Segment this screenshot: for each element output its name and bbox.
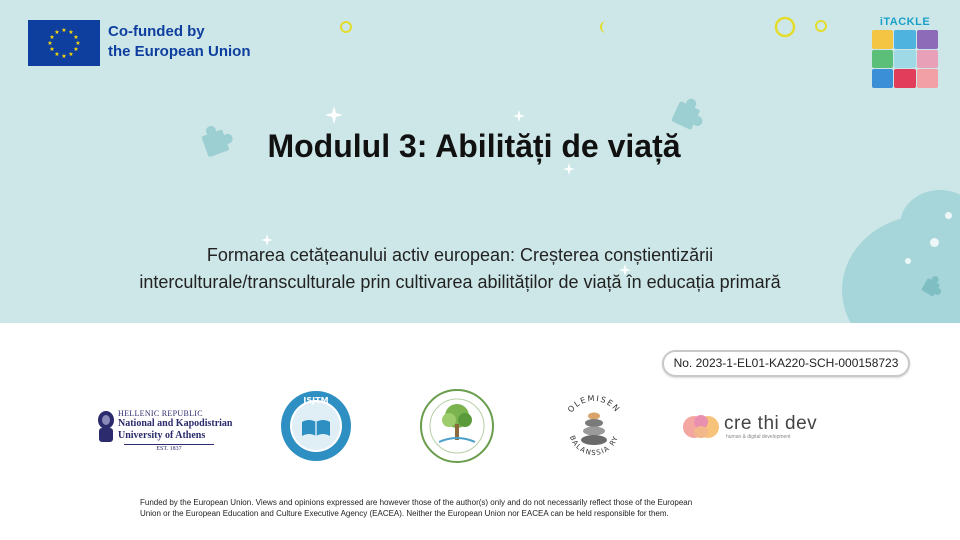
decor-moon-icon [600,20,610,34]
olemisen-top-text: OLEMISEN [565,393,623,415]
svg-text:★: ★ [73,46,79,53]
footer-disclaimer [140,497,820,519]
uoa-line4: EST. 1837 [124,444,214,452]
decor-dot [905,258,911,264]
footer-line1: Funded by the European Union. Views and opinions expressed are however those of the author(s) only and do not necessarily reflect those of the European [140,498,693,507]
brain-icon [682,412,720,442]
decor-ring-icon [814,19,828,33]
sparkle-icon [513,110,525,122]
footer-line2: Union or the European Education and Culture Executive Agency (EACEA). Neither the European Union nor EACEA can be held responsible for them. [140,509,669,518]
svg-text:★: ★ [54,29,60,36]
olemisen-balanssia-logo [557,390,631,464]
project-number-badge: No. 2023-1-EL01-KA220-SCH-000158723 [662,350,910,377]
svg-text:★: ★ [73,34,79,41]
eu-cofunded-label [108,22,251,62]
svg-text:★: ★ [61,53,67,60]
decor-dot [930,238,939,247]
svg-text:★: ★ [54,51,60,58]
svg-text:★: ★ [47,40,53,47]
sparkle-icon [325,106,343,124]
eu-label-line1: Co-funded by [108,23,205,40]
uoa-logo [118,409,232,452]
crethidev-tagline: human & digital development [726,434,791,440]
svg-text:★: ★ [68,29,74,36]
svg-text:★: ★ [68,51,74,58]
svg-text:★: ★ [61,27,67,34]
subtitle-line1: Formarea cetățeanului activ european: Creșterea conștientizării [206,245,714,265]
decor-ring-icon [773,15,797,39]
isjtm-logo [280,390,352,462]
page-title: Modulul 3: Abilități de viață [267,128,681,164]
svg-text:★: ★ [49,46,55,53]
itackle-logo [870,16,940,90]
svg-text:★: ★ [75,40,81,47]
itackle-logo-text: iTACKLE [879,16,931,28]
puzzle-piece-icon [918,273,946,301]
svg-text:★: ★ [49,34,55,41]
uoa-line1: HELLENIC REPUBLIC [118,409,203,418]
isjtm-acronym: ISJTM [303,396,329,405]
subtitle-line2: interculturale/transculturale prin cultivarea abilităților de viață în educația primară [139,272,781,292]
eu-flag-icon [28,20,100,66]
uoa-crest-icon [95,410,117,444]
school-tree-logo [419,388,495,464]
crethidev-name: cre thi dev [724,413,818,434]
puzzle-grid-icon [872,30,938,88]
uoa-line3: University of Athens [118,430,206,441]
svg-text:OLEMISEN [566,394,622,415]
decor-dot [945,212,952,219]
eu-label-line2: the European Union [108,43,251,60]
decor-ring-icon [339,20,353,34]
olemisen-bottom-text: BALANSSIA RY [567,434,621,458]
uoa-line2: National and Kapodistrian [118,418,233,429]
page-subtitle [80,242,840,296]
